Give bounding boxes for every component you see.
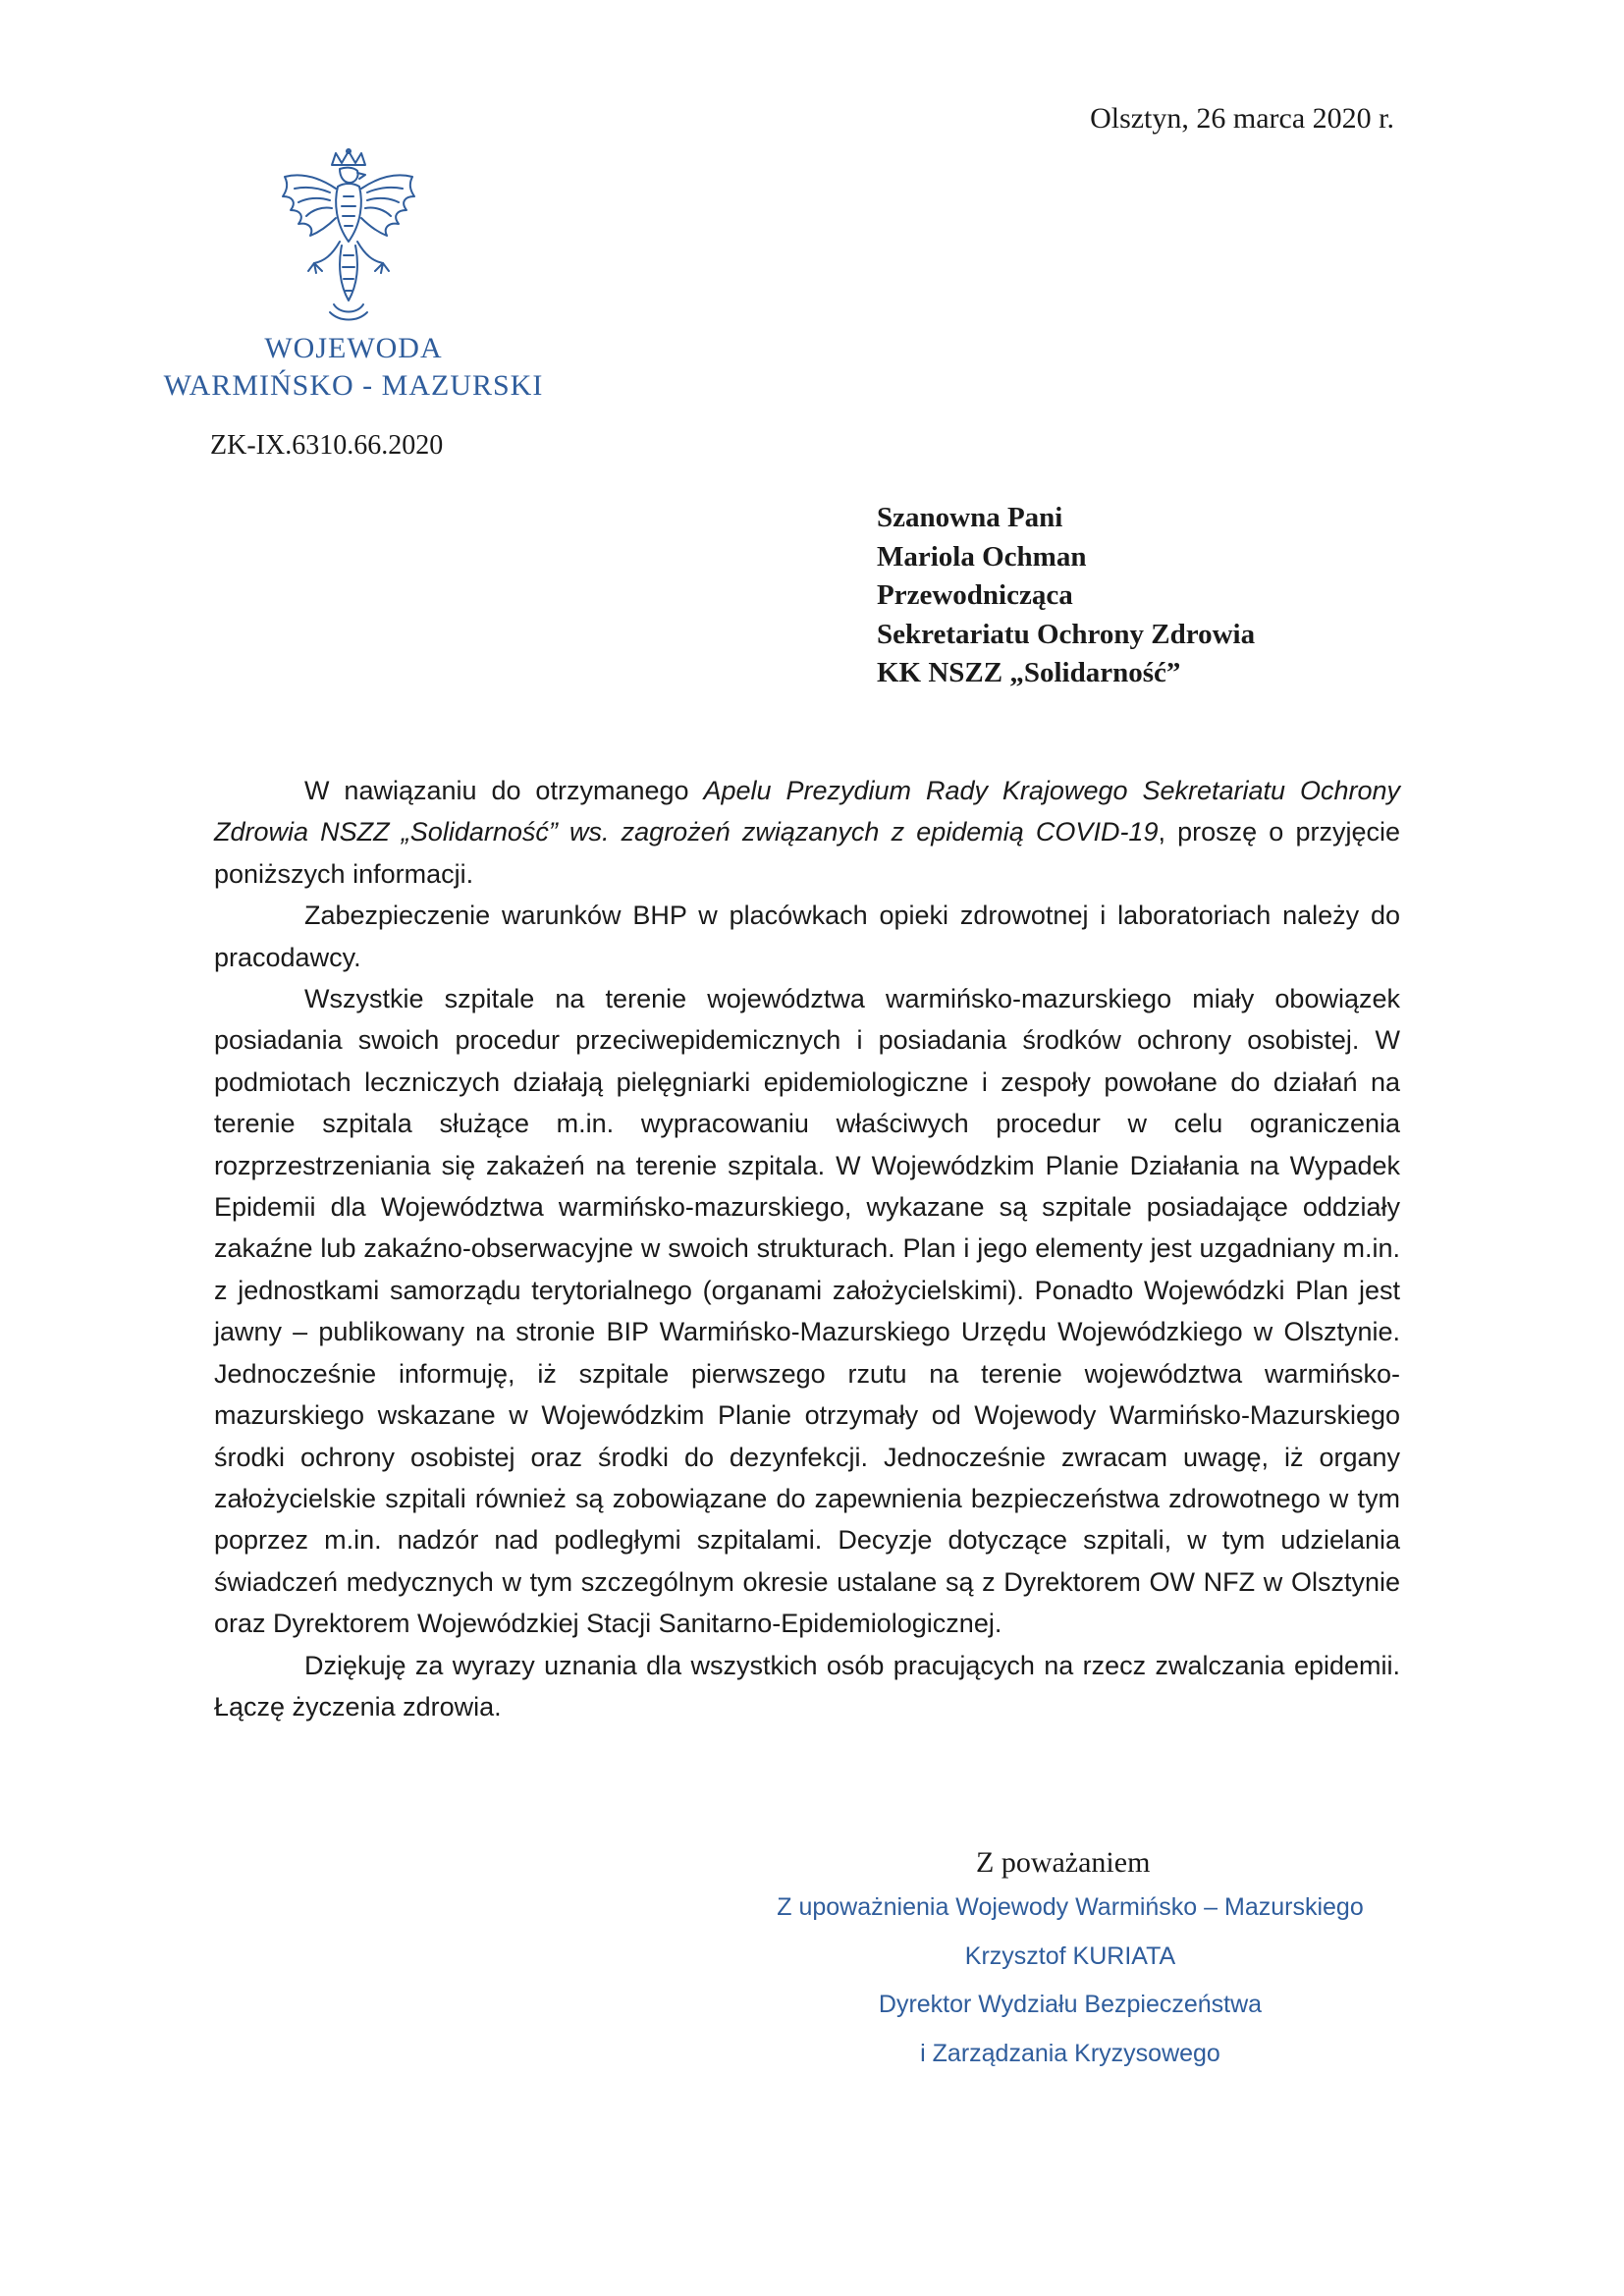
signature-authorization: Z upoważnienia Wojewody Warmińsko – Mazurskiego	[777, 1893, 1364, 1921]
recipient-block	[877, 499, 1255, 693]
closing-regards: Z poważaniem	[976, 1846, 1151, 1879]
body-paragraph-2: Zabezpieczenie warunków BHP w placówkach opieki zdrowotnej i laboratoriach należy do pracodawcy.	[214, 901, 1400, 972]
p1-appeal-title: Apelu Prezydium Rady Krajowego Sekretariatu Ochrony Zdrowia NSZZ „Solidarność” ws. zagrożeń związanych z epidemią COVID-19	[214, 776, 1400, 847]
p1-start: W nawiązaniu do otrzymanego	[304, 776, 704, 805]
p1-end: , proszę o przyjęcie poniższych informacji.	[214, 817, 1400, 889]
signature-name: Krzysztof KURIATA	[964, 1941, 1176, 1970]
signature-title-1: Dyrektor Wydziału Bezpieczeństwa	[878, 1991, 1263, 2018]
recipient-organization: KK NSZZ „Solidarność”	[877, 657, 1181, 688]
letter-date: Olsztyn, 26 marca 2020 r.	[1090, 102, 1394, 135]
office-region: WARMIŃSKO - MAZURSKI	[163, 369, 544, 402]
body-paragraph-4: Dziękuję za wyrazy uznania dla wszystkich osób pracujących na rzecz zwalczania epidemii. Łączę życzenia zdrowia.	[214, 1650, 1400, 1722]
body-paragraph-3: Wszystkie szpitale na terenie województwa warmińsko-mazurskiego miały obowiązek posiadania swoich procedur przeciwepidemicznych i posiadania środków ochrony osobistej. W podmiotach leczniczych działają pielęgniarki epidemiologiczne i zespoły powołane do działań na terenie szpitala służące m.in. wypracowaniu właściwych procedur w celu ograniczenia rozprzestrzeniania się zakażeń na terenie szpitala. W Wojewódzkim Planie Działania na Wypadek Epidemii dla Województwa warmińsko-mazurskiego, wykazane są szpitale posiadające oddziały zakaźne lub zakaźno-obserwacyjne w swoich strukturach. Plan i jego elementy jest uzgadniany m.in. z jednostkami samorządu terytorialnego (organami założycielskimi). Ponadto Wojewódzki Plan jest jawny – publikowany na stronie BIP Warmińsko-Mazurskiego Urzędu Wojewódzkiego w Olsztynie. Jednocześnie informuję, iż szpitale pierwszego rzutu na terenie województwa warmińsko-mazurskiego wskazane w Wojewódzkim Planie otrzymały od Wojewody Warmińsko-Mazurskiego środki ochrony osobistej oraz środki do dezynfekcji. Jednocześnie zwracam uwagę, iż organy założycielskie szpitali również są zobowiązane do zapewnienia bezpieczeństwa zdrowotnego w tym poprzez m.in. nadzór nad podległymi szpitalami. Decyzje dotyczące szpitali, w tym udzielania świadczeń medycznych w tym szczególnym okresie ustalane są z Dyrektorem OW NFZ w Olsztynie oraz Dyrektorem Wojewódzkiej Stacji Sanitarno-Epidemiologicznej.	[214, 984, 1400, 1639]
letter-body	[214, 770, 1400, 1727]
office-name	[147, 330, 560, 405]
polish-eagle-emblem-icon	[275, 147, 422, 324]
recipient-name: Mariola Ochman	[877, 540, 1087, 573]
office-title: WOJEWODA	[264, 332, 443, 364]
signature-title-2: i Zarządzania Kryzysowego	[920, 2039, 1220, 2067]
body-paragraph-1	[214, 770, 1400, 895]
recipient-salutation: Szanowna Pani	[877, 502, 1063, 533]
recipient-department: Sekretariatu Ochrony Zdrowia	[877, 618, 1256, 650]
recipient-position: Przewodnicząca	[877, 579, 1073, 611]
reference-number: ZK-IX.6310.66.2020	[210, 430, 444, 461]
signature-block	[687, 1884, 1453, 2078]
